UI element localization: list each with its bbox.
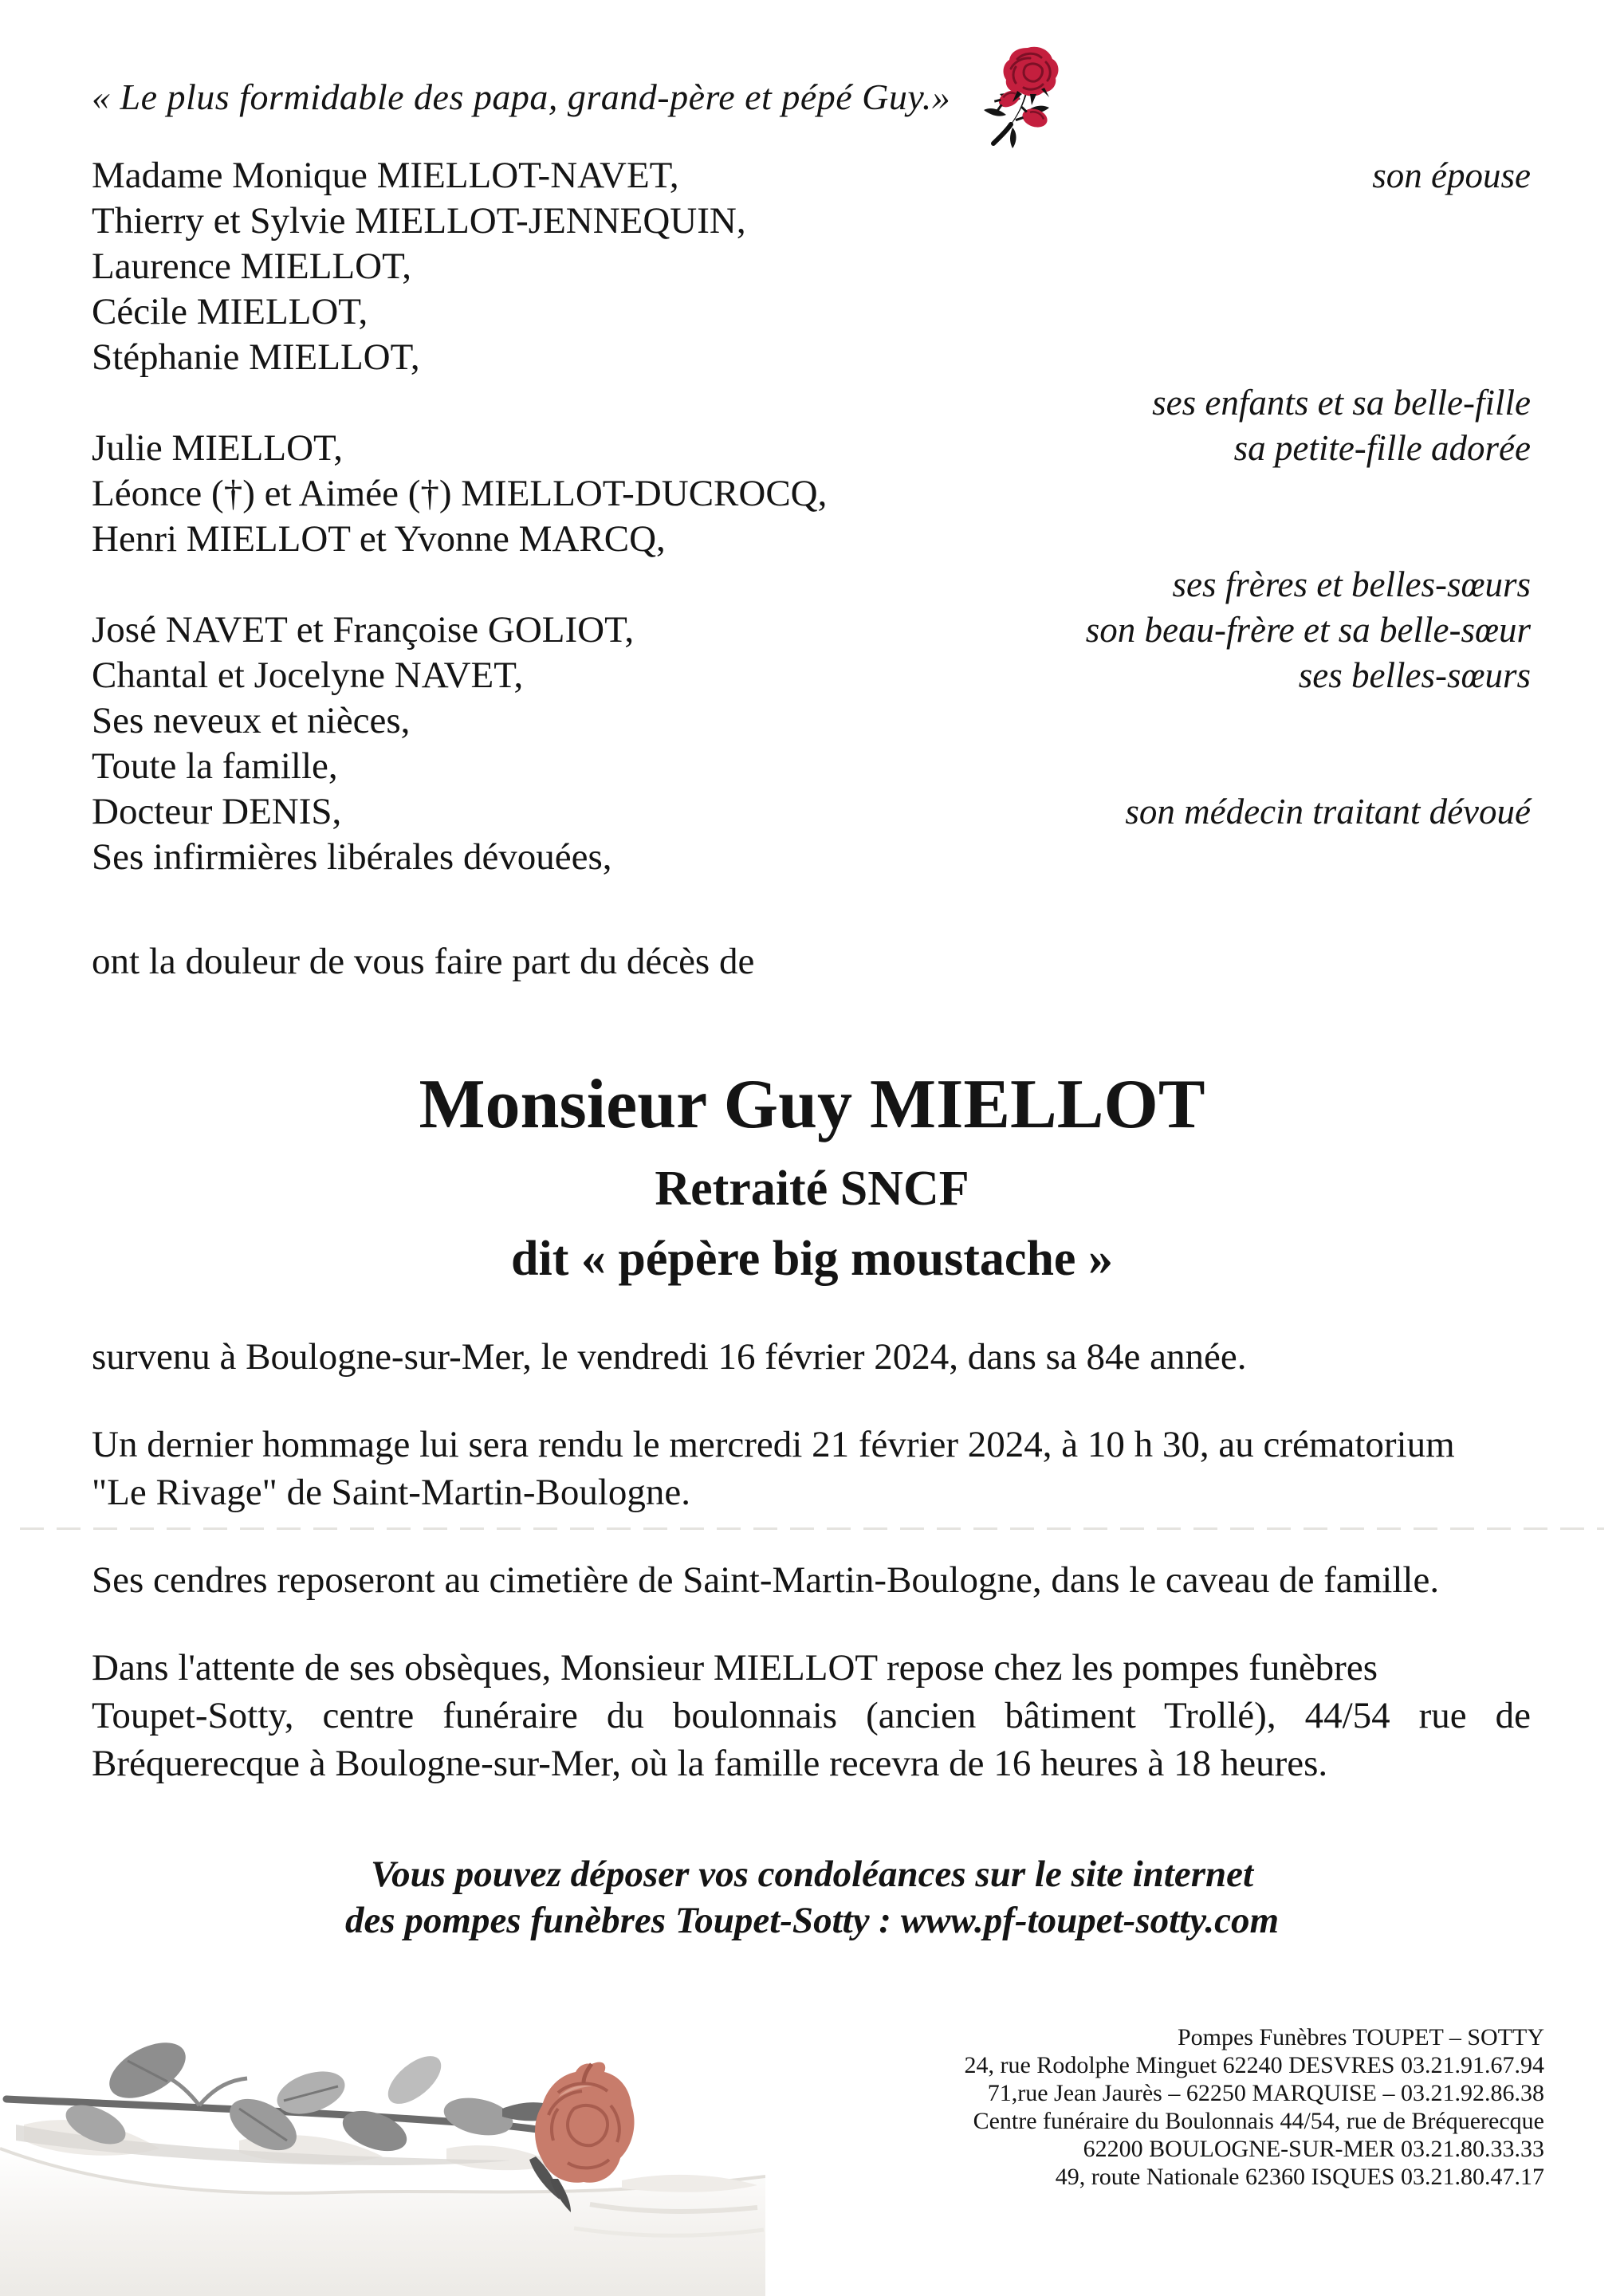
- family-name: Toute la famille,: [92, 745, 338, 787]
- paragraph-line: Un dernier hommage lui sera rendu le mercredi 21 février 2024, à 10 h 30, au crématorium: [92, 1424, 1455, 1465]
- family-row: [92, 744, 1531, 789]
- contact-line: Centre funéraire du Boulonnais 44/54, rue de Bréquerecque: [973, 2108, 1544, 2134]
- family-relation: son épouse: [1372, 155, 1531, 195]
- family-row: [92, 562, 1531, 607]
- family-name: Ses infirmières libérales dévouées,: [92, 836, 612, 878]
- tribute-paragraph: [92, 1421, 1531, 1516]
- family-relation: ses enfants et sa belle-fille: [1152, 383, 1531, 423]
- family-name: Thierry et Sylvie MIELLOT-JENNEQUIN,: [92, 200, 746, 242]
- ashes-paragraph: [92, 1556, 1531, 1604]
- memorial-quote: « Le plus formidable des papa, grand-père et pépé Guy.»: [92, 77, 951, 117]
- family-name: Ses neveux et nièces,: [92, 700, 411, 741]
- condolences-line: Vous pouvez déposer vos condoléances sur le site internet: [370, 1854, 1254, 1895]
- paragraph-line: "Le Rivage" de Saint-Martin-Boulogne.: [92, 1472, 691, 1513]
- family-row: [92, 698, 1531, 744]
- rose-icon: [982, 41, 1070, 163]
- death-paragraph: [92, 1333, 1531, 1381]
- family-name: Laurence MIELLOT,: [92, 246, 412, 287]
- contact-line: 49, route Nationale 62360 ISQUES 03.21.80.47.17: [1055, 2164, 1544, 2190]
- family-name: Julie MIELLOT,: [92, 427, 344, 469]
- family-row: [92, 335, 1531, 380]
- family-row: [92, 289, 1531, 335]
- deceased-nickname: dit « pépère big moustache »: [511, 1232, 1113, 1286]
- family-row: [92, 517, 1531, 562]
- contact-line: Pompes Funèbres TOUPET – SOTTY: [1177, 2024, 1544, 2050]
- contact-line: 62200 BOULOGNE-SUR-MER 03.21.80.33.33: [1083, 2136, 1544, 2162]
- paragraph-line: Toupet-Sotty, centre funéraire du boulonnais (ancien bâtiment Trollé), 44/54 rue de: [92, 1695, 1531, 1736]
- family-row: [92, 471, 1531, 517]
- family-name: Stéphanie MIELLOT,: [92, 336, 420, 378]
- family-row: [92, 835, 1531, 880]
- family-row: [92, 789, 1531, 835]
- paragraph-line: Dans l'attente de ses obsèques, Monsieur MIELLOT repose chez les pompes funèbres: [92, 1647, 1378, 1689]
- announcement-intro: ont la douleur de vous faire part du décès de: [92, 941, 755, 982]
- funeral-home-contact: [965, 2023, 1545, 2191]
- family-row: [92, 244, 1531, 289]
- family-relation: son beau-frère et sa belle-sœur: [1085, 610, 1531, 650]
- family-row: [92, 199, 1531, 244]
- family-name: Chantal et Jocelyne NAVET,: [92, 655, 524, 696]
- contact-line: 24, rue Rodolphe Minguet 62240 DESVRES 03.21.91.67.94: [964, 2052, 1544, 2078]
- deceased-block: [0, 1066, 1624, 1286]
- deceased-profession: Retraité SNCF: [655, 1162, 969, 1216]
- family-row: [92, 380, 1531, 426]
- family-relation: son médecin traitant dévoué: [1125, 792, 1531, 832]
- family-row: [92, 153, 1531, 199]
- family-name: Madame Monique MIELLOT-NAVET,: [92, 155, 679, 196]
- condolences-note: [0, 1851, 1624, 1944]
- rose-photo: [0, 2029, 765, 2296]
- scan-fold-artifact: [20, 1527, 1604, 1530]
- repose-paragraph: [92, 1644, 1531, 1787]
- paragraph-line: survenu à Boulogne-sur-Mer, le vendredi 16 février 2024, dans sa 84e année.: [92, 1336, 1247, 1378]
- paragraph-line: Ses cendres reposeront au cimetière de Saint-Martin-Boulogne, dans le caveau de famille.: [92, 1559, 1440, 1601]
- deceased-name: Monsieur Guy MIELLOT: [419, 1066, 1205, 1143]
- family-row: [92, 607, 1531, 653]
- condolences-line: des pompes funèbres Toupet-Sotty : www.pf-toupet-sotty.com: [344, 1900, 1280, 1941]
- family-name: José NAVET et Françoise GOLIOT,: [92, 609, 635, 651]
- family-list: [92, 153, 1531, 880]
- family-relation: ses frères et belles-sœurs: [1172, 564, 1531, 604]
- paragraph-line: Bréquerecque à Boulogne-sur-Mer, où la famille recevra de 16 heures à 18 heures.: [92, 1743, 1328, 1784]
- family-name: Henri MIELLOT et Yvonne MARCQ,: [92, 518, 666, 560]
- family-row: [92, 426, 1531, 471]
- family-name: Léonce (†) et Aimée (†) MIELLOT-DUCROCQ,: [92, 473, 828, 514]
- contact-line: 71,rue Jean Jaurès – 62250 MARQUISE – 03.21.92.86.38: [987, 2080, 1544, 2106]
- family-row: [92, 653, 1531, 698]
- family-relation: sa petite-fille adorée: [1233, 428, 1531, 468]
- family-name: Cécile MIELLOT,: [92, 291, 368, 332]
- family-name: Docteur DENIS,: [92, 791, 342, 832]
- family-relation: ses belles-sœurs: [1298, 655, 1531, 695]
